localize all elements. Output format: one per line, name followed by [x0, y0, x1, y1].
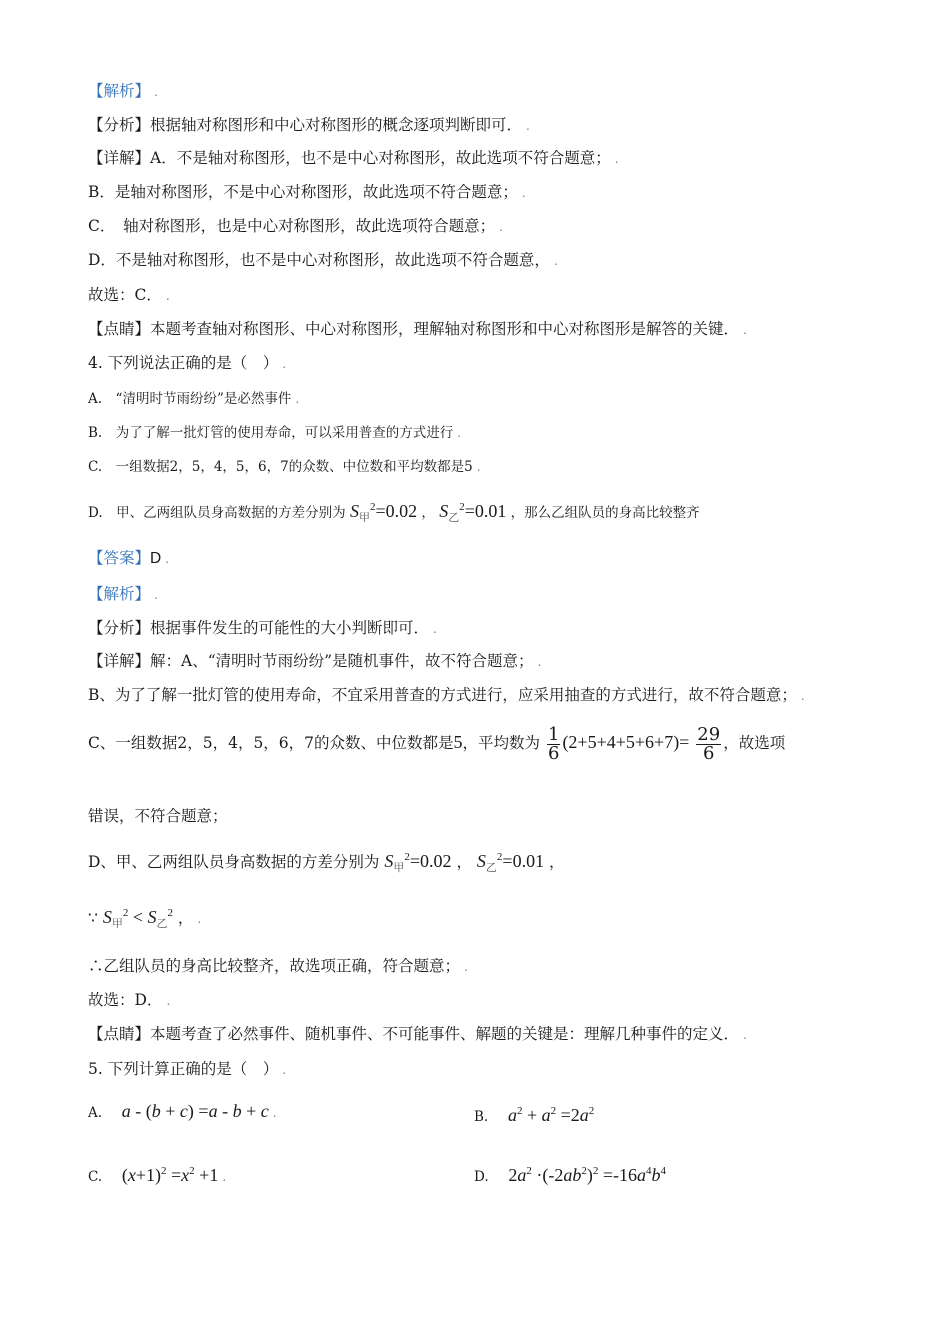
variance-jia-formula-2: $S_甲^2=0.02$	[384, 851, 452, 874]
question-4-option-b: B. 为了了解一批灯管的使用寿命，可以采用普查的方式进行 .	[88, 425, 462, 441]
variance-jia-formula: $S_甲^2=0.02$	[349, 501, 418, 524]
detail-b-2: B、为了了解一批灯管的使用寿命，不宜采用普查的方式进行，应采用抽查的方式进行，故不符合题意； .	[88, 686, 805, 704]
question-5-option-b: B. $a^2 + a^2 =2a^2$	[474, 1105, 595, 1125]
choice-d: 故选：D． .	[88, 991, 171, 1009]
question-5-option-c: C. $(x+1)^2 =x^2 +1$ .	[88, 1165, 227, 1185]
question-5-title: 5. 下列计算正确的是（ ） .	[88, 1060, 287, 1078]
detail-d-2: D、甲、乙两组队员身高数据的方差分别为 $S_甲^2=0.02$ ， $S_乙^2=0.01$ ，	[88, 851, 565, 874]
option-a-formula: a - (b + c) =a - b + c	[121, 1101, 269, 1121]
question-4-option-d: D. 甲、乙两组队员身高数据的方差分别为 $S_甲^2=0.02$ ， $S_乙^2=0.01$ ，那么乙组队员的身高比较整齐	[88, 501, 700, 524]
option-b-formula: $a^2 + a^2 =2a^2$	[507, 1105, 595, 1125]
variance-yi-formula: $S_乙^2=0.01$	[439, 501, 507, 524]
detail-b: B．是轴对称图形，不是中心对称图形，故此选项不符合题意； .	[88, 183, 526, 201]
question-5-option-d: D. $2a^2 \cdot(-2ab^2)^2 =-16a^4b^4$	[474, 1165, 666, 1185]
comment: 【点睛】本题考查轴对称图形、中心对称图形，理解轴对称图形和中心对称图形是解答的关键． .	[88, 320, 747, 338]
analysis-summary-2: 【分析】根据事件发生的可能性的大小判断即可． .	[88, 619, 437, 637]
question-4-option-c: C. 一组数据2，5，4，5，6，7的众数、中位数和平均数都是5 .	[88, 459, 481, 475]
choice-c: 故选：C． .	[88, 286, 170, 304]
therefore-line: ∴乙组队员的身高比较整齐，故选项正确，符合题意； .	[88, 957, 468, 975]
option-c-formula: $(x+1)^2 =x^2 +1$	[121, 1165, 219, 1185]
option-d-formula: $2a^2 \cdot(-2ab^2)^2 =-16a^4b^4$	[508, 1165, 666, 1185]
question-4-title: 4. 下列说法正确的是（ ） .	[88, 354, 287, 372]
analysis-header-2: 【解析】 .	[88, 585, 158, 603]
question-5-option-a: A. a - (b + c) =a - b + c .	[88, 1101, 277, 1121]
detail-c: C． 轴对称图形，也是中心对称图形，故此选项符合题意； .	[88, 217, 503, 235]
analysis-header: 【解析】 .	[88, 82, 158, 100]
detail-c-2-continued: 错误，不符合题意；	[88, 807, 228, 825]
detail-a: 【详解】A．不是轴对称图形，也不是中心对称图形，故此选项不符合题意； .	[88, 149, 619, 167]
detail-d: D．不是轴对称图形，也不是中心对称图形，故此选项不符合题意， .	[88, 251, 558, 269]
detail-a-2: 【详解】解：A、“清明时节雨纷纷”是随机事件，故不符合题意； .	[88, 652, 542, 670]
analysis-summary: 【分析】根据轴对称图形和中心对称图形的概念逐项判断即可． .	[88, 116, 530, 134]
because-line: ∵ $S_甲^2 < S_乙^2$ ， .	[88, 907, 202, 930]
variance-inequality: $S_甲^2 < S_乙^2$	[102, 907, 173, 930]
fraction-one-sixth: $\frac{1}{6}$	[547, 723, 560, 764]
detail-c-2: C、一组数据2，5，4，5，6，7的众数、中位数都是5，平均数为 $\frac{1}{6}$ (2+5+4+5+6+7)= $\frac{29}{6}$ ，故选项	[88, 723, 786, 764]
answer-line: 【答案】D .	[88, 549, 170, 567]
comment-2: 【点睛】本题考查了必然事件、随机事件、不可能事件、解题的关键是：理解几种事件的定义． .	[88, 1025, 747, 1043]
question-4-option-a: A. “清明时节雨纷纷”是必然事件 .	[88, 391, 300, 407]
fraction-29-sixths: $\frac{29}{6}$	[697, 723, 721, 764]
variance-yi-formula-2: $S_乙^2=0.01$	[476, 851, 545, 874]
